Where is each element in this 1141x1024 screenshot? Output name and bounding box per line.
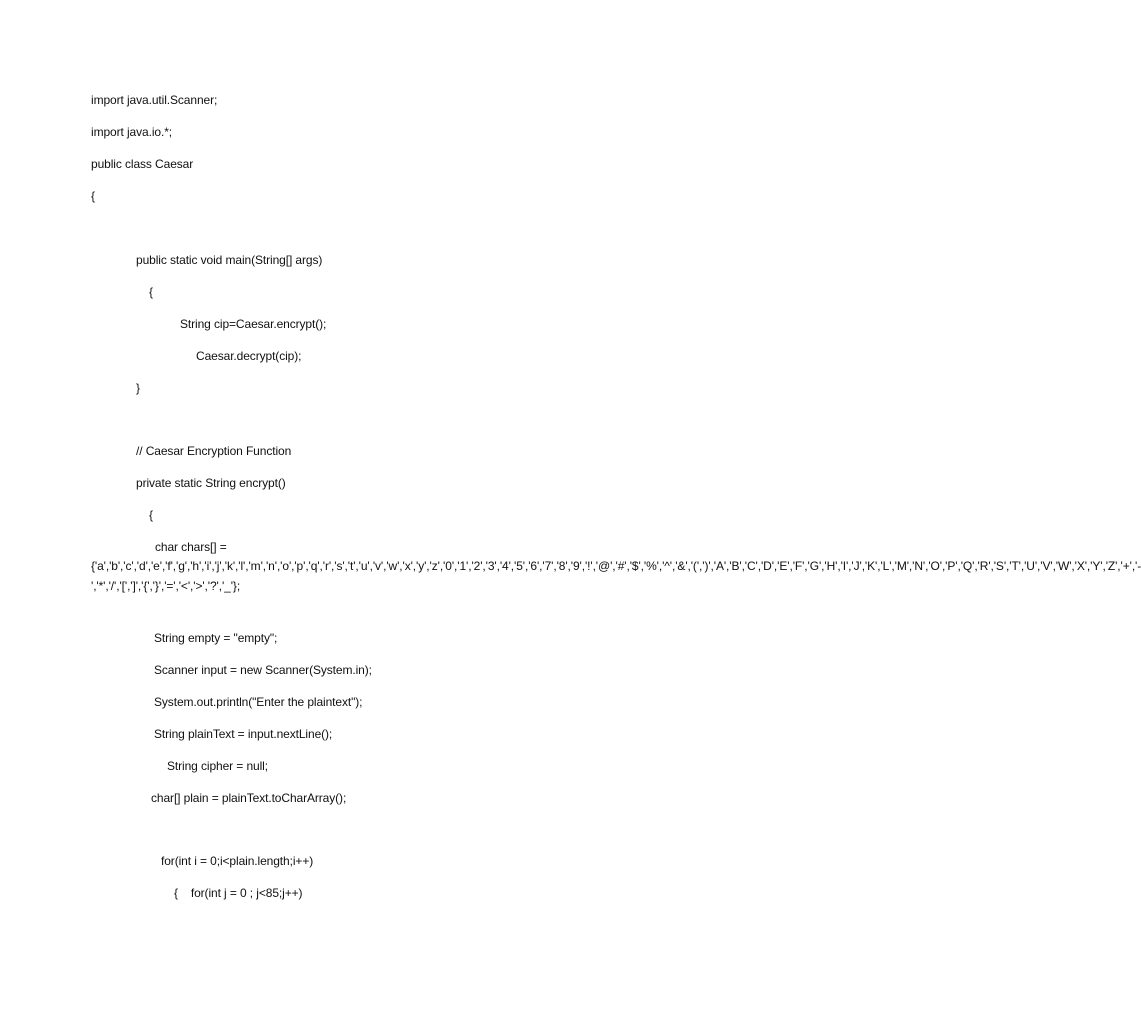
code-line-scanner-input: Scanner input = new Scanner(System.in); (154, 663, 372, 677)
code-line-class-open-brace: { (91, 189, 95, 203)
code-line-encrypt-call: String cip=Caesar.encrypt(); (180, 317, 327, 331)
code-line-main-close-brace: } (136, 381, 140, 395)
code-line-encrypt-open-brace: { (149, 508, 153, 522)
code-line-import-scanner: import java.util.Scanner; (91, 93, 218, 107)
code-line-encrypt-signature: private static String encrypt() (136, 476, 286, 490)
code-line-chars-declaration: char chars[] = (155, 540, 227, 554)
code-line-decrypt-call: Caesar.decrypt(cip); (196, 349, 302, 363)
code-line-char-array: char[] plain = plainText.toCharArray(); (151, 791, 347, 805)
code-line-comment: // Caesar Encryption Function (136, 444, 292, 458)
code-line-cipher-null: String cipher = null; (167, 759, 268, 773)
code-line-inner-for: { for(int j = 0 ; j<85;j++) (174, 886, 303, 900)
code-line-import-io: import java.io.*; (91, 125, 172, 139)
code-line-chars-array: {'a','b','c','d','e','f','g','h','i','j','k','l','m','n','o','p','q','r','s','t','u','v','w','x','y','z','0','1','2','3','4','5','6','7','8','9','!','@','#','$','%','^','&','(',')','A','B','C','D','E','F','G','H','I','J','K','L','M','N','O','P','Q','R','S','T','U','V','W','X','Y','Z','+','-','*','/','[',']','{','}','=','<','>','?','_'}; (91, 559, 1141, 593)
code-line-empty-string: String empty = "empty"; (154, 631, 278, 645)
code-line-main-signature: public static void main(String[] args) (136, 253, 323, 267)
code-line-main-open-brace: { (149, 285, 153, 299)
code-line-plaintext-read: String plainText = input.nextLine(); (154, 727, 333, 741)
code-line-outer-for: for(int i = 0;i<plain.length;i++) (161, 854, 314, 868)
code-line-println: System.out.println("Enter the plaintext"); (154, 695, 363, 709)
code-line-class-declaration: public class Caesar (91, 157, 194, 171)
